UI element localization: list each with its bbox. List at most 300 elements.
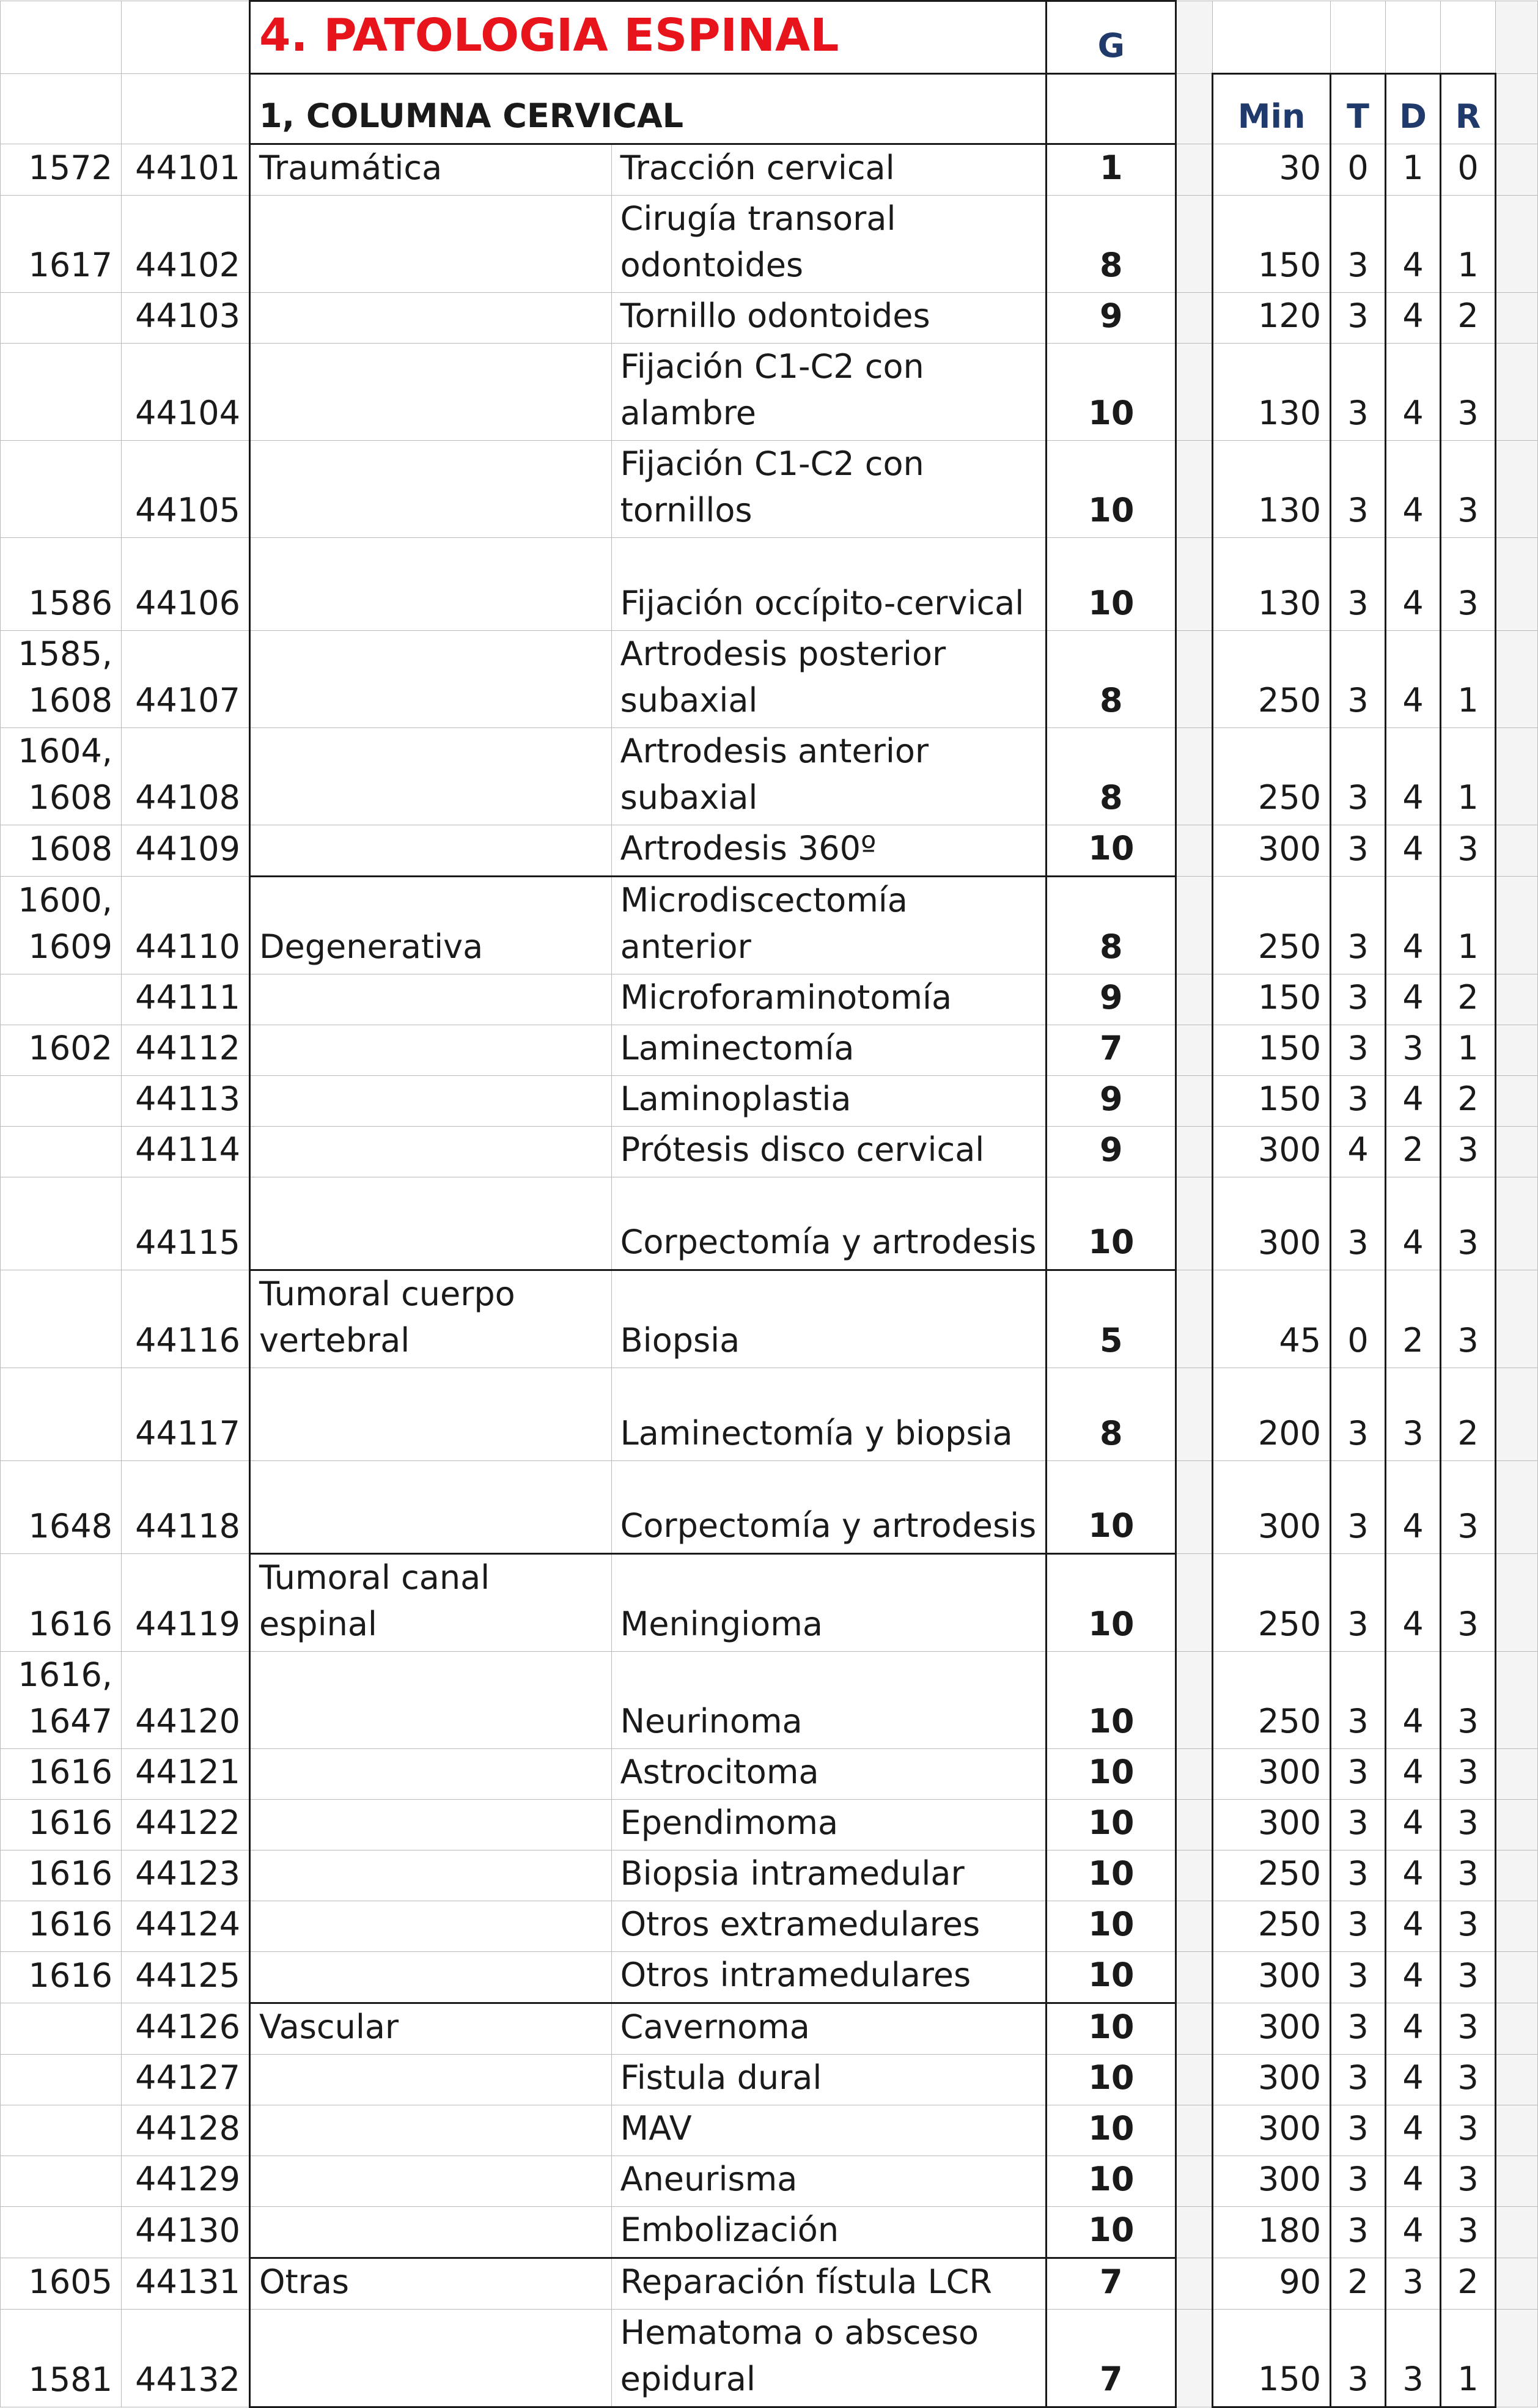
t-cell: 3 [1331, 1025, 1386, 1076]
table-row [1, 631, 1538, 728]
ref-cell: 1616 [1, 1749, 122, 1800]
blank-cell [1496, 1461, 1538, 1554]
t-cell: 3 [1331, 1554, 1386, 1652]
ref-cell: 1616 [1, 1800, 122, 1850]
min-cell: 130 [1213, 538, 1331, 631]
blank-cell [1496, 1368, 1538, 1461]
grade-cell: 10 [1047, 2156, 1176, 2207]
blank-cell [1176, 1076, 1213, 1127]
d-cell: 4 [1386, 1800, 1441, 1850]
d-cell: 4 [1386, 2207, 1441, 2258]
r-cell: 3 [1441, 1952, 1496, 2003]
r-cell: 2 [1441, 293, 1496, 344]
procedure-cell: Ependimoma [611, 1800, 1047, 1850]
r-cell: 1 [1441, 1025, 1496, 1076]
t-cell: 3 [1331, 2156, 1386, 2207]
category-cell [249, 344, 611, 441]
min-cell: 250 [1213, 1554, 1331, 1652]
procedure-cell: Astrocitoma [611, 1749, 1047, 1800]
t-cell: 3 [1331, 196, 1386, 293]
ref-cell: 1616 [1, 1850, 122, 1901]
procedure-cell: Fijación occípito-cervical [611, 538, 1047, 631]
ref-cell: 1602 [1, 1025, 122, 1076]
blank-cell [1496, 1850, 1538, 1901]
blank-cell [1176, 974, 1213, 1025]
procedure-cell: Fistula dural [611, 2055, 1047, 2105]
procedure-cell: Tracción cervical [611, 144, 1047, 196]
r-cell: 3 [1441, 1749, 1496, 1800]
ref-cell [1, 2003, 122, 2055]
d-cell: 3 [1386, 2258, 1441, 2310]
grade-cell: 10 [1047, 1461, 1176, 1554]
r-cell: 3 [1441, 825, 1496, 877]
ref-cell [1, 441, 122, 538]
blank-cell [1213, 1, 1331, 74]
ref-cell: 1617 [1, 196, 122, 293]
min-cell: 90 [1213, 2258, 1331, 2310]
d-cell: 4 [1386, 293, 1441, 344]
grade-cell: 8 [1047, 631, 1176, 728]
category-cell [249, 2156, 611, 2207]
blank-cell [1496, 1749, 1538, 1800]
code-cell: 44114 [121, 1127, 249, 1177]
d-cell: 4 [1386, 1749, 1441, 1800]
procedure-cell: Biopsia [611, 1270, 1047, 1368]
r-cell: 3 [1441, 1652, 1496, 1749]
table-row [1, 1749, 1538, 1800]
table-row [1, 441, 1538, 538]
d-cell: 4 [1386, 196, 1441, 293]
min-cell: 180 [1213, 2207, 1331, 2258]
blank-cell [1176, 1, 1213, 74]
ref-cell: 1605 [1, 2258, 122, 2310]
grade-cell: 8 [1047, 877, 1176, 974]
ref-cell [1, 2156, 122, 2207]
d-cell: 4 [1386, 1076, 1441, 1127]
table-row [1, 2310, 1538, 2407]
ref-cell [1, 2207, 122, 2258]
t-cell: 3 [1331, 1952, 1386, 2003]
grade-cell: 10 [1047, 1952, 1176, 2003]
blank-cell [1176, 2055, 1213, 2105]
t-cell: 3 [1331, 1461, 1386, 1554]
t-cell: 0 [1331, 144, 1386, 196]
d-cell: 1 [1386, 144, 1441, 196]
r-cell: 3 [1441, 1177, 1496, 1270]
t-cell: 4 [1331, 1127, 1386, 1177]
ref-cell: 1586 [1, 538, 122, 631]
ref-cell [1, 293, 122, 344]
blank-cell [1176, 877, 1213, 974]
grade-cell: 8 [1047, 196, 1176, 293]
procedure-cell: Otros intramedulares [611, 1952, 1047, 2003]
ref-cell: 1616 [1, 1901, 122, 1952]
blank-cell [121, 74, 249, 144]
subsection-title: 1, COLUMNA CERVICAL [249, 74, 1046, 144]
min-cell: 300 [1213, 2055, 1331, 2105]
section-title: 4. PATOLOGIA ESPINAL [259, 9, 839, 62]
blank-cell [1176, 2258, 1213, 2310]
t-cell: 3 [1331, 728, 1386, 825]
category-cell [249, 293, 611, 344]
procedure-cell: Laminectomía [611, 1025, 1047, 1076]
category-cell: Vascular [249, 2003, 611, 2055]
table-row [1, 293, 1538, 344]
blank-cell [1176, 441, 1213, 538]
procedure-cell: Artrodesis 360º [611, 825, 1047, 877]
t-cell: 3 [1331, 877, 1386, 974]
header-t: T [1331, 74, 1386, 144]
t-cell: 3 [1331, 1076, 1386, 1127]
blank-cell [1176, 538, 1213, 631]
category-cell [249, 2105, 611, 2156]
min-cell: 300 [1213, 1177, 1331, 1270]
category-cell [249, 441, 611, 538]
code-cell: 44101 [121, 144, 249, 196]
subheader-row [1, 74, 1538, 144]
blank-cell [1496, 538, 1538, 631]
blank-cell [1176, 2156, 1213, 2207]
category-cell [249, 2055, 611, 2105]
r-cell: 3 [1441, 441, 1496, 538]
grade-cell: 10 [1047, 1652, 1176, 1749]
header-d: D [1386, 74, 1441, 144]
r-cell: 2 [1441, 2258, 1496, 2310]
blank-cell [121, 1, 249, 74]
min-cell: 250 [1213, 1652, 1331, 1749]
procedure-cell: Biopsia intramedular [611, 1850, 1047, 1901]
min-cell: 250 [1213, 631, 1331, 728]
blank-cell [1496, 825, 1538, 877]
category-cell [249, 974, 611, 1025]
r-cell: 3 [1441, 1554, 1496, 1652]
grade-cell: 10 [1047, 2207, 1176, 2258]
table-row [1, 1554, 1538, 1652]
grade-cell: 10 [1047, 2105, 1176, 2156]
r-cell: 3 [1441, 1270, 1496, 1368]
ref-cell [1, 2055, 122, 2105]
blank-cell [1176, 631, 1213, 728]
d-cell: 4 [1386, 1554, 1441, 1652]
grade-cell: 7 [1047, 2258, 1176, 2310]
table-row [1, 1076, 1538, 1127]
d-cell: 4 [1386, 538, 1441, 631]
blank-cell [1176, 1850, 1213, 1901]
blank-cell [1176, 1800, 1213, 1850]
r-cell: 0 [1441, 144, 1496, 196]
r-cell: 1 [1441, 2310, 1496, 2407]
blank-cell [1496, 1652, 1538, 1749]
d-cell: 2 [1386, 1270, 1441, 1368]
d-cell: 4 [1386, 1461, 1441, 1554]
blank-cell [1176, 825, 1213, 877]
procedure-cell: Cirugía transoral odontoides [611, 196, 1047, 293]
category-cell: Otras [249, 2258, 611, 2310]
blank-cell [1496, 1554, 1538, 1652]
category-cell [249, 1749, 611, 1800]
t-cell: 3 [1331, 1177, 1386, 1270]
r-cell: 2 [1441, 974, 1496, 1025]
blank-cell [1496, 1127, 1538, 1177]
procedure-cell: MAV [611, 2105, 1047, 2156]
blank-cell [1176, 2105, 1213, 2156]
category-cell [249, 1461, 611, 1554]
procedure-cell: Prótesis disco cervical [611, 1127, 1047, 1177]
grade-cell: 8 [1047, 728, 1176, 825]
blank-cell [1176, 1025, 1213, 1076]
procedure-cell: Microforaminotomía [611, 974, 1047, 1025]
header-min: Min [1213, 74, 1331, 144]
min-cell: 300 [1213, 1461, 1331, 1554]
min-cell: 300 [1213, 2105, 1331, 2156]
blank-cell [1496, 2156, 1538, 2207]
category-cell [249, 1076, 611, 1127]
category-cell [249, 825, 611, 877]
t-cell: 3 [1331, 1800, 1386, 1850]
r-cell: 3 [1441, 2105, 1496, 2156]
table-row [1, 728, 1538, 825]
d-cell: 4 [1386, 2105, 1441, 2156]
procedure-cell: Hematoma o absceso epidural [611, 2310, 1047, 2407]
t-cell: 3 [1331, 825, 1386, 877]
grade-cell: 10 [1047, 1800, 1176, 1850]
code-cell: 44112 [121, 1025, 249, 1076]
d-cell: 4 [1386, 631, 1441, 728]
code-cell: 44122 [121, 1800, 249, 1850]
category-cell [249, 196, 611, 293]
min-cell: 30 [1213, 144, 1331, 196]
blank-cell [1176, 1554, 1213, 1652]
table-row [1, 2105, 1538, 2156]
blank-cell [1496, 2003, 1538, 2055]
code-cell: 44115 [121, 1177, 249, 1270]
blank-cell [1496, 1800, 1538, 1850]
t-cell: 3 [1331, 1368, 1386, 1461]
procedure-cell: Meningioma [611, 1554, 1047, 1652]
d-cell: 4 [1386, 2156, 1441, 2207]
table-row [1, 1025, 1538, 1076]
blank-cell [1496, 631, 1538, 728]
ref-cell: 1616 [1, 1952, 122, 2003]
procedure-cell: Corpectomía y artrodesis [611, 1461, 1047, 1554]
code-cell: 44113 [121, 1076, 249, 1127]
table-row [1, 1368, 1538, 1461]
t-cell: 3 [1331, 2207, 1386, 2258]
blank-cell [1496, 974, 1538, 1025]
procedure-cell: Tornillo odontoides [611, 293, 1047, 344]
r-cell: 2 [1441, 1368, 1496, 1461]
table-row [1, 1652, 1538, 1749]
category-cell [249, 1652, 611, 1749]
blank-cell [1496, 293, 1538, 344]
blank-cell [1, 74, 122, 144]
table-row [1, 1952, 1538, 2003]
table-row [1, 877, 1538, 974]
d-cell: 3 [1386, 1025, 1441, 1076]
procedure-cell: Fijación C1-C2 con tornillos [611, 441, 1047, 538]
d-cell: 3 [1386, 1368, 1441, 1461]
code-cell: 44117 [121, 1368, 249, 1461]
t-cell: 3 [1331, 1850, 1386, 1901]
ref-cell [1, 344, 122, 441]
code-cell: 44102 [121, 196, 249, 293]
d-cell: 4 [1386, 974, 1441, 1025]
blank-cell [1496, 441, 1538, 538]
ref-cell: 1608 [1, 825, 122, 877]
blank-cell [1176, 2310, 1213, 2407]
min-cell: 200 [1213, 1368, 1331, 1461]
blank-cell [1496, 2207, 1538, 2258]
grade-cell: 10 [1047, 1554, 1176, 1652]
blank-cell [1496, 1901, 1538, 1952]
category-cell [249, 1800, 611, 1850]
blank-cell [1176, 1749, 1213, 1800]
r-cell: 1 [1441, 877, 1496, 974]
ref-cell: 1600, 1609 [1, 877, 122, 974]
r-cell: 3 [1441, 344, 1496, 441]
blank-cell [1176, 1270, 1213, 1368]
code-cell: 44120 [121, 1652, 249, 1749]
category-cell [249, 728, 611, 825]
code-cell: 44131 [121, 2258, 249, 2310]
grade-cell: 9 [1047, 974, 1176, 1025]
d-cell: 4 [1386, 728, 1441, 825]
procedure-cell: Neurinoma [611, 1652, 1047, 1749]
min-cell: 300 [1213, 2003, 1331, 2055]
blank-cell [1047, 74, 1176, 144]
table-row [1, 2003, 1538, 2055]
d-cell: 4 [1386, 2003, 1441, 2055]
grade-cell: 1 [1047, 144, 1176, 196]
table-row [1, 825, 1538, 877]
blank-cell [1496, 877, 1538, 974]
code-cell: 44108 [121, 728, 249, 825]
code-cell: 44121 [121, 1749, 249, 1800]
blank-cell [1496, 144, 1538, 196]
category-cell [249, 1177, 611, 1270]
category-cell [249, 1952, 611, 2003]
category-cell: Degenerativa [249, 877, 611, 974]
r-cell: 1 [1441, 728, 1496, 825]
ref-cell [1, 1177, 122, 1270]
r-cell: 3 [1441, 1850, 1496, 1901]
header-g: G [1047, 1, 1176, 74]
t-cell: 3 [1331, 2055, 1386, 2105]
table-row [1, 1901, 1538, 1952]
blank-cell [1176, 344, 1213, 441]
min-cell: 120 [1213, 293, 1331, 344]
table-row [1, 1461, 1538, 1554]
code-cell: 44107 [121, 631, 249, 728]
category-cell [249, 2310, 611, 2407]
d-cell: 4 [1386, 1177, 1441, 1270]
grade-cell: 7 [1047, 1025, 1176, 1076]
r-cell: 3 [1441, 1461, 1496, 1554]
procedure-cell: Artrodesis posterior subaxial [611, 631, 1047, 728]
ref-cell [1, 1127, 122, 1177]
code-cell: 44118 [121, 1461, 249, 1554]
grade-cell: 10 [1047, 344, 1176, 441]
procedure-cell: Artrodesis anterior subaxial [611, 728, 1047, 825]
grade-cell: 10 [1047, 2003, 1176, 2055]
code-cell: 44127 [121, 2055, 249, 2105]
t-cell: 3 [1331, 1749, 1386, 1800]
ref-cell: 1585, 1608 [1, 631, 122, 728]
table-row [1, 344, 1538, 441]
procedure-cell: Cavernoma [611, 2003, 1047, 2055]
code-cell: 44104 [121, 344, 249, 441]
table-row [1, 1800, 1538, 1850]
r-cell: 3 [1441, 1901, 1496, 1952]
blank-cell [1176, 2207, 1213, 2258]
min-cell: 300 [1213, 1952, 1331, 2003]
ref-cell: 1616 [1, 1554, 122, 1652]
code-cell: 44109 [121, 825, 249, 877]
blank-cell [1386, 1, 1441, 74]
min-cell: 300 [1213, 2156, 1331, 2207]
t-cell: 3 [1331, 1901, 1386, 1952]
ref-cell [1, 974, 122, 1025]
code-cell: 44105 [121, 441, 249, 538]
grade-cell: 10 [1047, 441, 1176, 538]
t-cell: 3 [1331, 2105, 1386, 2156]
t-cell: 3 [1331, 631, 1386, 728]
blank-cell [1496, 1, 1538, 74]
blank-cell [1441, 1, 1496, 74]
blank-cell [1496, 2055, 1538, 2105]
r-cell: 3 [1441, 1800, 1496, 1850]
min-cell: 150 [1213, 1025, 1331, 1076]
procedure-cell: Laminectomía y biopsia [611, 1368, 1047, 1461]
grade-cell: 10 [1047, 1850, 1176, 1901]
category-cell [249, 538, 611, 631]
table-row [1, 2258, 1538, 2310]
code-cell: 44129 [121, 2156, 249, 2207]
code-cell: 44103 [121, 293, 249, 344]
category-cell [249, 2207, 611, 2258]
d-cell: 4 [1386, 1850, 1441, 1901]
grade-cell: 10 [1047, 1749, 1176, 1800]
category-cell [249, 1901, 611, 1952]
d-cell: 4 [1386, 344, 1441, 441]
grade-cell: 9 [1047, 293, 1176, 344]
d-cell: 2 [1386, 1127, 1441, 1177]
grade-cell: 10 [1047, 825, 1176, 877]
blank-cell [1496, 196, 1538, 293]
t-cell: 2 [1331, 2258, 1386, 2310]
grade-cell: 10 [1047, 1177, 1176, 1270]
code-cell: 44119 [121, 1554, 249, 1652]
ref-cell: 1581 [1, 2310, 122, 2407]
table-row [1, 196, 1538, 293]
blank-cell [1331, 1, 1386, 74]
blank-cell [1496, 1025, 1538, 1076]
title-row [1, 1, 1538, 74]
t-cell: 3 [1331, 441, 1386, 538]
blank-cell [1496, 74, 1538, 144]
procedure-cell: Laminoplastia [611, 1076, 1047, 1127]
t-cell: 3 [1331, 974, 1386, 1025]
blank-cell [1176, 1461, 1213, 1554]
table-row [1, 1127, 1538, 1177]
table-row [1, 2156, 1538, 2207]
table-row [1, 538, 1538, 631]
min-cell: 250 [1213, 877, 1331, 974]
code-cell: 44132 [121, 2310, 249, 2407]
grade-cell: 10 [1047, 1901, 1176, 1952]
min-cell: 45 [1213, 1270, 1331, 1368]
ref-cell: 1648 [1, 1461, 122, 1554]
